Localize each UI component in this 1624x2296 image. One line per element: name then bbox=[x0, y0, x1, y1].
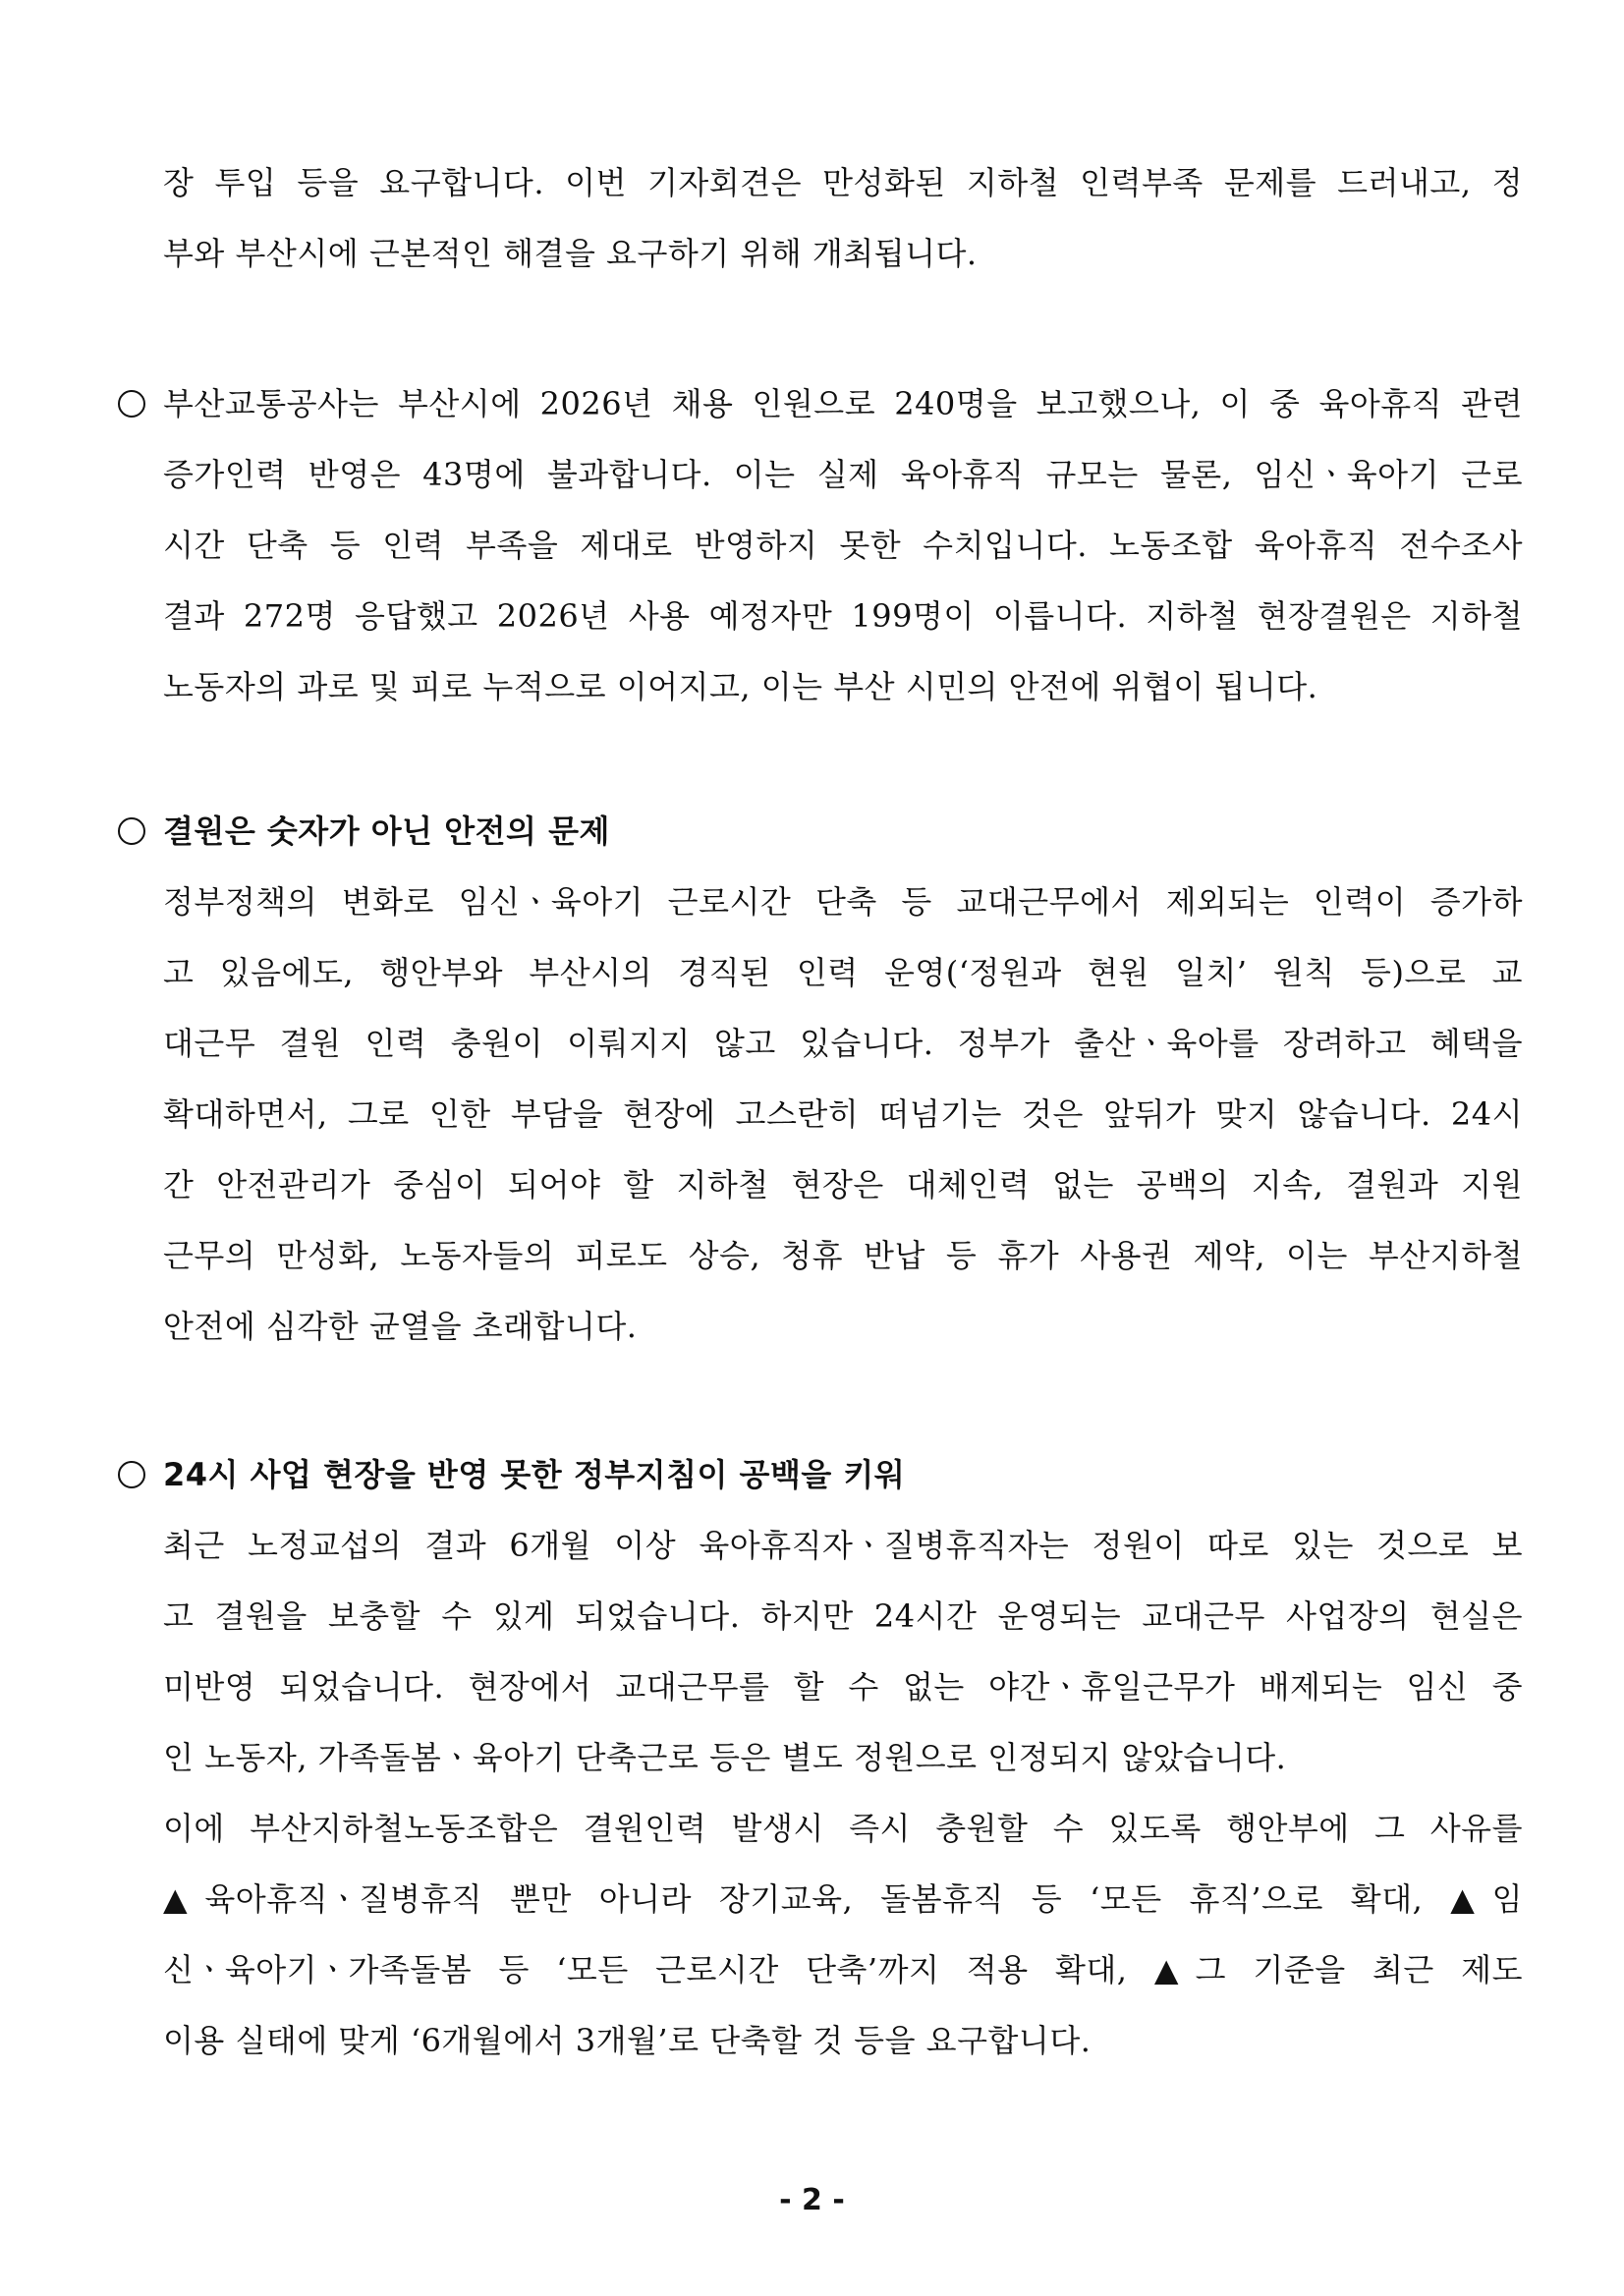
paragraph-line: 미반영 되었습니다. 현장에서 교대근무를 할 수 없는 야간ㆍ휴일근무가 배제되는 임신 중 bbox=[163, 1668, 1523, 1706]
paragraph-line: 증가인력 반영은 43명에 불과합니다. 이는 실제 육아휴직 규모는 물론, 임신ㆍ육아기 근로 bbox=[163, 456, 1523, 493]
paragraph-line: 정부정책의 변화로 임신ㆍ육아기 근로시간 단축 등 교대근무에서 제외되는 인력이 증가하 bbox=[163, 883, 1523, 921]
paragraph-line: 노동자의 과로 및 피로 누적으로 이어지고, 이는 부산 시민의 안전에 위협이 됩니다. bbox=[163, 668, 1318, 705]
paragraph-line: 안전에 심각한 균열을 초래합니다. bbox=[163, 1308, 638, 1345]
section-2 bbox=[118, 796, 1523, 1362]
paragraph-line: 확대하면서, 그로 인한 부담을 현장에 고스란히 떠넘기는 것은 앞뒤가 맞지 않습니다. 24시 bbox=[163, 1095, 1523, 1133]
paragraph-line: 근무의 만성화, 노동자들의 피로도 상승, 청휴 반납 등 휴가 사용권 제약, 이는 부산지하철 bbox=[163, 1237, 1523, 1274]
bullet-line bbox=[118, 368, 1523, 439]
paragraph-line: 최근 노정교섭의 결과 6개월 이상 육아휴직자ㆍ질병휴직자는 정원이 따로 있는 것으로 보 bbox=[163, 1527, 1523, 1564]
section-heading-text: 24시 사업 현장을 반영 못한 정부지침이 공백을 키워 bbox=[163, 1456, 906, 1493]
section-heading-text: 결원은 숫자가 아닌 안전의 문제 bbox=[163, 812, 610, 850]
paragraph-line: ▲육아휴직ㆍ질병휴직 뿐만 아니라 장기교육, 돌봄휴직 등 ‘모든 휴직’으로 확대, ▲임 bbox=[163, 1880, 1523, 1918]
section-heading bbox=[118, 796, 1523, 867]
paragraph-line: 결과 272명 응답했고 2026년 사용 예정자만 199명이 이릅니다. 지하철 현장결원은 지하철 bbox=[163, 597, 1523, 635]
intro-paragraph bbox=[118, 147, 1523, 289]
page-number: - 2 - bbox=[779, 2183, 845, 2217]
paragraph-line: 시간 단축 등 인력 부족을 제대로 반영하지 못한 수치입니다. 노동조합 육아휴직 전수조사 bbox=[163, 527, 1523, 564]
paragraph-line: 고 있음에도, 행안부와 부산시의 경직된 인력 운영(‘정원과 현원 일치’ 원칙 등)으로 교 bbox=[163, 954, 1523, 991]
section-3 bbox=[118, 1439, 1523, 2076]
paragraph-line: 고 결원을 보충할 수 있게 되었습니다. 하지만 24시간 운영되는 교대근무 사업장의 현실은 bbox=[163, 1597, 1523, 1635]
paragraph-line: 인 노동자, 가족돌봄ㆍ육아기 단축근로 등은 별도 정원으로 인정되지 않았습니다. bbox=[163, 1739, 1287, 1776]
section-heading bbox=[118, 1439, 1523, 1510]
paragraph-line: 부산교통공사는 부산시에 2026년 채용 인원으로 240명을 보고했으나, 이 중 육아휴직 관련 bbox=[163, 385, 1523, 422]
paragraph-line: 이용 실태에 맞게 ‘6개월에서 3개월’로 단축할 것 등을 요구합니다. bbox=[163, 2022, 1092, 2059]
paragraph-line: 간 안전관리가 중심이 되어야 할 지하철 현장은 대체인력 없는 공백의 지속, 결원과 지원 bbox=[163, 1166, 1523, 1204]
section-1 bbox=[118, 368, 1523, 722]
paragraph-line: 이에 부산지하철노동조합은 결원인력 발생시 즉시 충원할 수 있도록 행안부에 그 사유를 bbox=[163, 1810, 1523, 1847]
circle-bullet-icon bbox=[118, 817, 145, 845]
paragraph-line: 장 투입 등을 요구합니다. 이번 기자회견은 만성화된 지하철 인력부족 문제를 드러내고, 정 bbox=[163, 164, 1523, 201]
paragraph-line: 대근무 결원 인력 충원이 이뤄지지 않고 있습니다. 정부가 출산ㆍ육아를 장려하고 혜택을 bbox=[163, 1025, 1523, 1062]
circle-bullet-icon bbox=[118, 390, 145, 418]
paragraph-line: 부와 부산시에 근본적인 해결을 요구하기 위해 개최됩니다. bbox=[163, 235, 978, 272]
circle-bullet-icon bbox=[118, 1461, 145, 1488]
paragraph-line: 신ㆍ육아기ㆍ가족돌봄 등 ‘모든 근로시간 단축’까지 적용 확대, ▲그 기준을 최근 제도 bbox=[163, 1951, 1523, 1988]
